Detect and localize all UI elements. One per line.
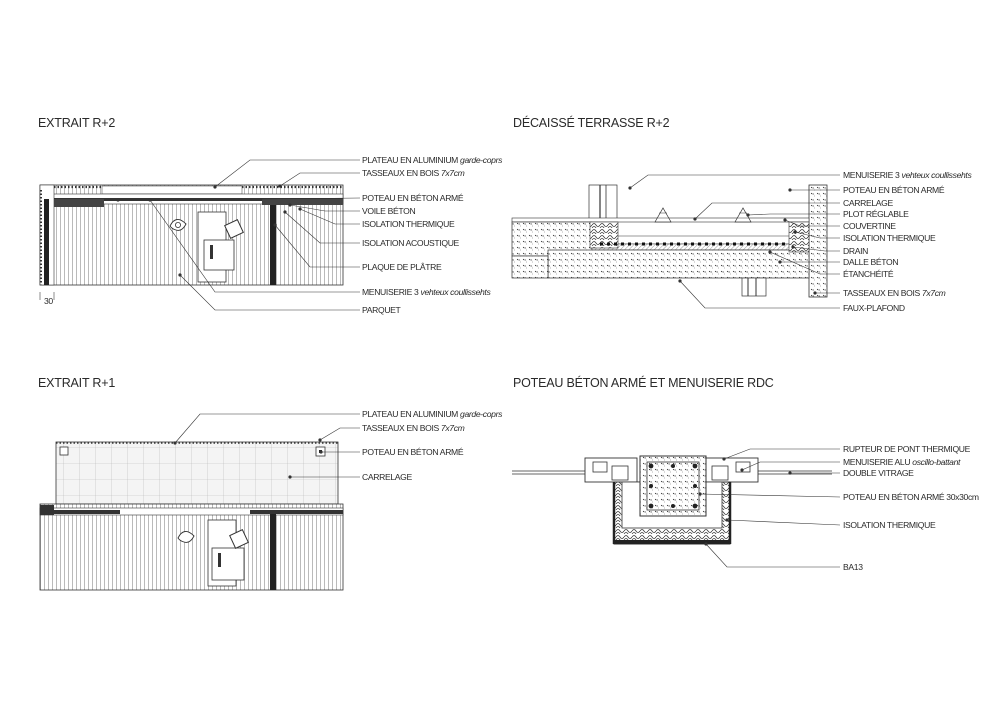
label-t-tasseaux: TASSEAUX EN BOIS 7x7cm — [843, 288, 946, 298]
label-r2-menuiserie: MENUISERIE 3 vehteux coullissehts — [362, 287, 491, 297]
label-rdc-vitrage: DOUBLE VITRAGE — [843, 468, 914, 478]
label-r2-voile: VOILE BÉTON — [362, 206, 416, 216]
label-t-plot: PLOT RÉGLABLE — [843, 209, 909, 219]
title-extrait-r1: EXTRAIT R+1 — [38, 376, 116, 390]
label-t-carrelage: CARRELAGE — [843, 198, 893, 208]
label-t-dalle: DALLE BÉTON — [843, 257, 899, 267]
label-rdc-menuiserie: MENUISERIE ALU oscillo-battant — [843, 457, 961, 467]
plan-r2 — [40, 185, 343, 300]
plan-r1 — [40, 442, 343, 590]
label-r1-carrelage: CARRELAGE — [362, 472, 412, 482]
label-t-drain: DRAIN — [843, 246, 868, 256]
label-t-menuiserie: MENUISERIE 3 vehteux coullissehts — [843, 170, 972, 180]
label-t-poteau: POTEAU EN BÉTON ARMÉ — [843, 185, 945, 195]
label-t-isolation: ISOLATION THERMIQUE — [843, 233, 936, 243]
label-t-faux-plafond: FAUX-PLAFOND — [843, 303, 905, 313]
label-r2-parquet: PARQUET — [362, 305, 401, 315]
aluminium-plate — [102, 186, 242, 194]
title-decaisse-terrasse: DÉCAISSÉ TERRASSE R+2 — [513, 116, 670, 130]
label-r1-plateau: PLATEAU EN ALUMINIUM garde-coprs — [362, 409, 503, 419]
label-r2-isolation-acoustique: ISOLATION ACOUSTIQUE — [362, 238, 459, 248]
label-r2-poteau: POTEAU EN BÉTON ARMÉ — [362, 193, 464, 203]
section-terrasse — [512, 185, 827, 297]
title-poteau-rdc: POTEAU BÉTON ARMÉ ET MENUISERIE RDC — [513, 376, 774, 390]
label-r1-poteau: POTEAU EN BÉTON ARMÉ — [362, 447, 464, 457]
title-extrait-r2: EXTRAIT R+2 — [38, 116, 116, 130]
tiled-balcony — [56, 442, 338, 504]
detail-rdc — [512, 456, 832, 544]
label-r2-isolation-thermique: ISOLATION THERMIQUE — [362, 219, 455, 229]
label-rdc-poteau: POTEAU EN BÉTON ARMÉ 30x30cm — [843, 492, 979, 502]
label-r1-tasseaux: TASSEAUX EN BOIS 7x7cm — [362, 423, 465, 433]
label-r2-plateau: PLATEAU EN ALUMINIUM garde-coprs — [362, 155, 503, 165]
label-rdc-ba13: BA13 — [843, 562, 863, 572]
dimension-label: 30 — [44, 296, 53, 306]
label-r2-plaque: PLAQUE DE PLÂTRE — [362, 262, 442, 272]
label-rdc-rupteur: RUPTEUR DE PONT THERMIQUE — [843, 444, 971, 454]
label-r2-tasseaux: TASSEAUX EN BOIS 7x7cm — [362, 168, 465, 178]
label-t-etancheite: ÉTANCHÉITÉ — [843, 269, 894, 279]
label-rdc-isolation: ISOLATION THERMIQUE — [843, 520, 936, 530]
label-t-couvertine: COUVERTINE — [843, 221, 896, 231]
